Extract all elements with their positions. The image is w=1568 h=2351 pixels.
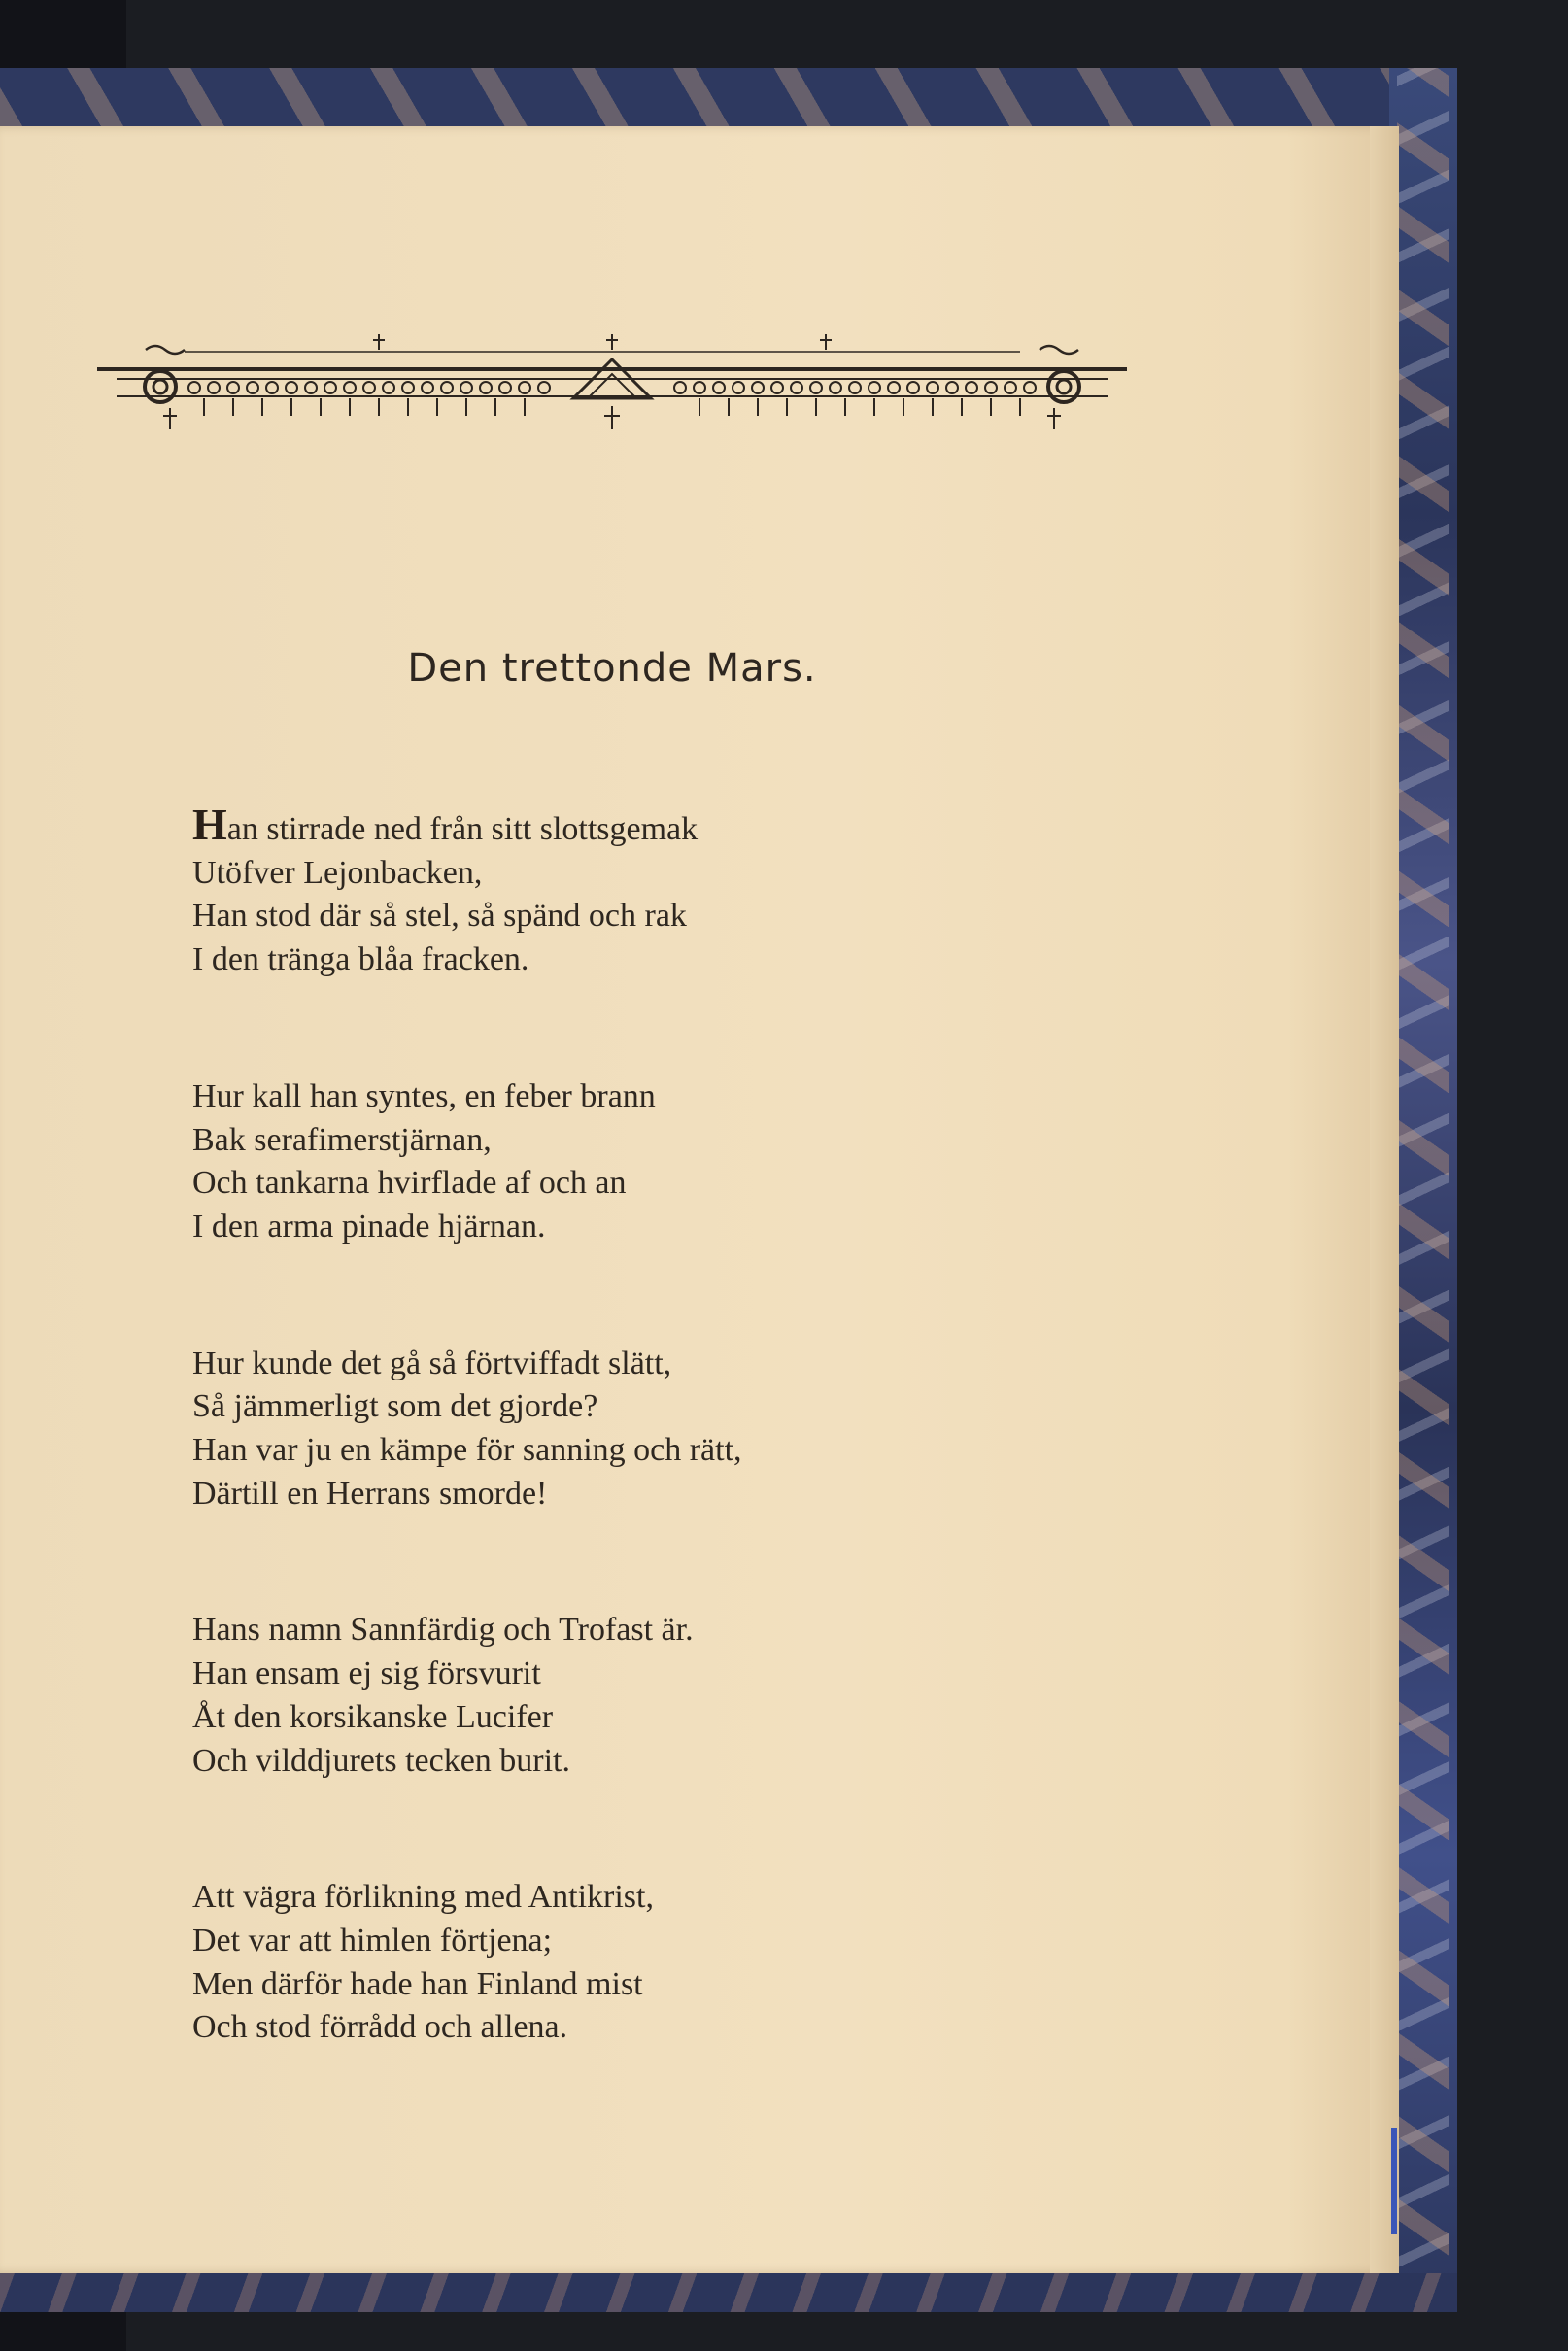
poem-line: Han ensam ej sig försvurit xyxy=(192,1655,541,1692)
stanza-2 xyxy=(192,1075,1115,1249)
poem-line: I den arma pinade hjärnan. xyxy=(192,1208,546,1244)
bookmark-ribbon xyxy=(1391,2128,1397,2234)
poem-line: Hur kunde det gå så förtviffadt slätt, xyxy=(192,1345,672,1381)
poem-body xyxy=(192,800,1115,2143)
poem-line: Och tankarna hvirflade af och an xyxy=(192,1165,627,1202)
poem-line: Så jämmerligt som det gjorde? xyxy=(192,1388,598,1425)
stanza-4 xyxy=(192,1609,1115,1783)
poem-line: Det var att himlen förtjena; xyxy=(192,1922,553,1959)
poem-line: Han var ju en kämpe för sanning och rätt, xyxy=(192,1432,742,1469)
poem-title: Den trettonde Mars. xyxy=(407,646,817,691)
poem-line: Bak serafimerstjärnan, xyxy=(192,1121,492,1158)
header-ornament xyxy=(87,321,1137,457)
stanza-1 xyxy=(192,800,1115,982)
cover-marbled-edge xyxy=(1389,68,1457,2302)
poem-line: Därtill en Herrans smorde! xyxy=(192,1475,548,1512)
stanza-3 xyxy=(192,1343,1115,1516)
page-edge xyxy=(1370,126,1399,2273)
poem-line: Hans namn Sannfärdig och Trofast är. xyxy=(192,1612,694,1649)
poem-line: Han stod där så stel, så spänd och rak xyxy=(192,898,687,935)
poem-line: Åt den korsikanske Lucifer xyxy=(192,1698,554,1735)
poem-line: Hur kall han syntes, en feber brann xyxy=(192,1077,656,1114)
poem-line: Att vägra förlikning med Antikrist, xyxy=(192,1879,654,1916)
poem-line: Men därför hade han Finland mist xyxy=(192,1965,643,2002)
poem-line: Han stirrade ned från sitt slottsgemak xyxy=(192,800,699,849)
poem-line: Utöfver Lejonbacken, xyxy=(192,854,483,891)
poem-line: I den tränga blåa fracken. xyxy=(192,941,529,978)
drop-cap-initial: H xyxy=(192,800,227,849)
cover-marbled-bottom xyxy=(0,2273,1457,2312)
poem-line: Och stod förrådd och allena. xyxy=(192,2009,568,2046)
cover-marbled-top xyxy=(0,68,1457,126)
poem-line: Och vilddjurets tecken burit. xyxy=(192,1742,571,1779)
stanza-5 xyxy=(192,1876,1115,2050)
